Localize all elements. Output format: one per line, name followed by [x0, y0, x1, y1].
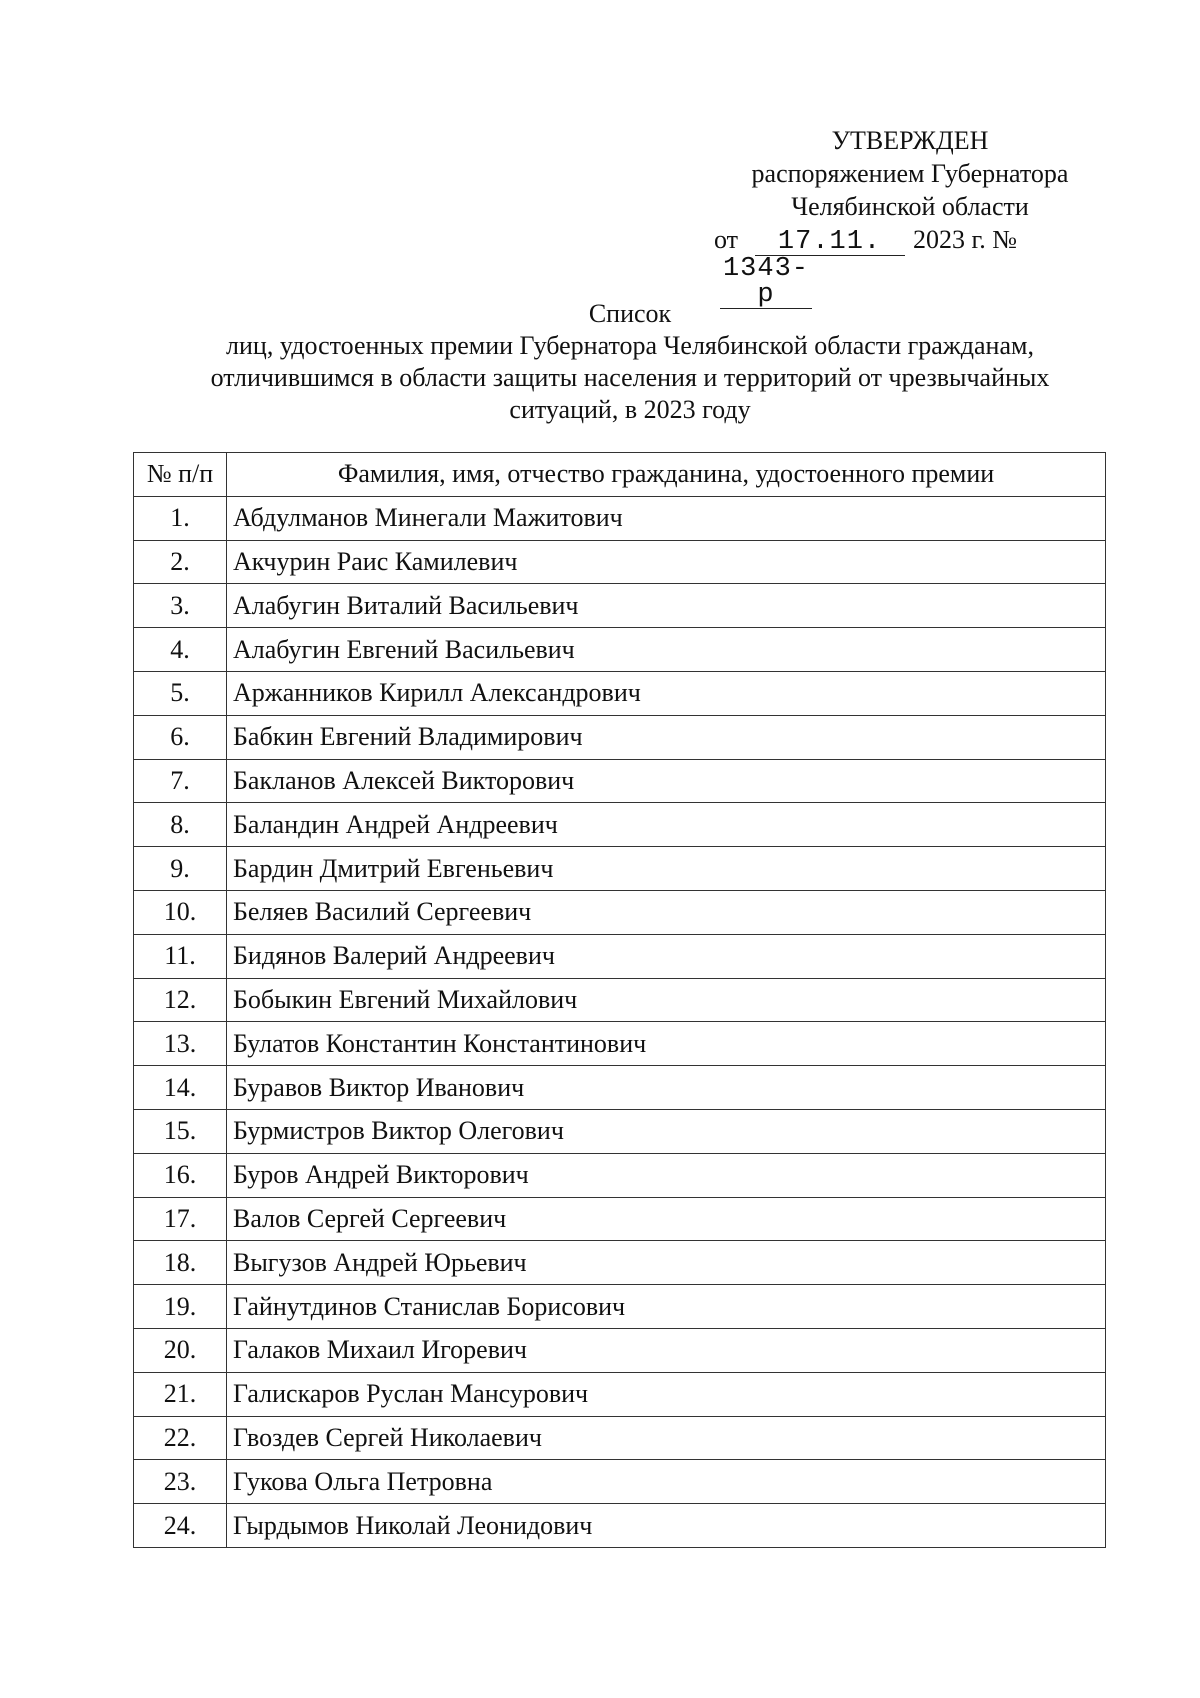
table-row — [134, 1416, 1106, 1460]
table-row — [134, 1109, 1106, 1153]
row-full-name: Алабугин Виталий Васильевич — [227, 584, 1106, 628]
row-number: 1. — [134, 496, 227, 540]
row-number: 3. — [134, 584, 227, 628]
row-number: 21. — [134, 1372, 227, 1416]
title-line-2: отличившимся в области защиты населения и территорий от чрезвычайных — [210, 363, 1050, 392]
row-number: 17. — [134, 1197, 227, 1241]
document-title — [140, 298, 1120, 426]
approval-authority: распоряжением Губернатора — [751, 159, 1069, 188]
header-number: № п/п — [134, 453, 227, 497]
row-full-name: Беляев Василий Сергеевич — [227, 890, 1106, 934]
row-full-name: Баландин Андрей Андреевич — [227, 803, 1106, 847]
date-year-label: 2023 г. № — [913, 225, 1018, 254]
row-full-name: Буров Андрей Викторович — [227, 1153, 1106, 1197]
row-full-name: Бакланов Алексей Викторович — [227, 759, 1106, 803]
table-row — [134, 1022, 1106, 1066]
title-line-3: ситуаций, в 2023 году — [509, 395, 751, 424]
row-full-name: Аржанников Кирилл Александрович — [227, 671, 1106, 715]
row-number: 6. — [134, 715, 227, 759]
approval-stamp — [700, 124, 1120, 309]
table-row — [134, 496, 1106, 540]
row-number: 10. — [134, 890, 227, 934]
table-row — [134, 1328, 1106, 1372]
row-number: 5. — [134, 671, 227, 715]
row-full-name: Булатов Константин Константинович — [227, 1022, 1106, 1066]
row-number: 13. — [134, 1022, 227, 1066]
table-row — [134, 1460, 1106, 1504]
table-row — [134, 934, 1106, 978]
row-number: 20. — [134, 1328, 227, 1372]
title-heading: Список — [588, 299, 672, 328]
row-number: 14. — [134, 1066, 227, 1110]
row-full-name: Галискаров Руслан Мансурович — [227, 1372, 1106, 1416]
row-number: 23. — [134, 1460, 227, 1504]
row-number: 12. — [134, 978, 227, 1022]
row-full-name: Валов Сергей Сергеевич — [227, 1197, 1106, 1241]
row-number: 11. — [134, 934, 227, 978]
row-full-name: Гайнутдинов Станислав Борисович — [227, 1285, 1106, 1329]
table-row — [134, 1241, 1106, 1285]
row-full-name: Гукова Ольга Петровна — [227, 1460, 1106, 1504]
table-row — [134, 1504, 1106, 1548]
table-row — [134, 715, 1106, 759]
table-row — [134, 584, 1106, 628]
table-header-row — [134, 453, 1106, 497]
row-number: 7. — [134, 759, 227, 803]
row-number: 4. — [134, 628, 227, 672]
row-full-name: Буравов Виктор Иванович — [227, 1066, 1106, 1110]
title-line-1: лиц, удостоенных премии Губернатора Челябинской области гражданам, — [226, 331, 1034, 360]
document-number: 1343-р — [720, 256, 812, 309]
table-row — [134, 1285, 1106, 1329]
row-full-name: Гырдымов Николай Леонидович — [227, 1504, 1106, 1548]
row-number: 24. — [134, 1504, 227, 1548]
row-full-name: Бобыкин Евгений Михайлович — [227, 978, 1106, 1022]
row-number: 8. — [134, 803, 227, 847]
date-prefix: от — [714, 225, 739, 254]
row-number: 15. — [134, 1109, 227, 1153]
table-row — [134, 1066, 1106, 1110]
approval-region: Челябинской области — [791, 192, 1029, 221]
row-full-name: Галаков Михаил Игоревич — [227, 1328, 1106, 1372]
row-full-name: Выгузов Андрей Юрьевич — [227, 1241, 1106, 1285]
table-row — [134, 847, 1106, 891]
row-full-name: Бабкин Евгений Владимирович — [227, 715, 1106, 759]
row-number: 19. — [134, 1285, 227, 1329]
table-row — [134, 759, 1106, 803]
table-row — [134, 978, 1106, 1022]
awardees-table — [133, 452, 1106, 1548]
row-number: 9. — [134, 847, 227, 891]
row-full-name: Бардин Дмитрий Евгеньевич — [227, 847, 1106, 891]
row-full-name: Акчурин Раис Камилевич — [227, 540, 1106, 584]
row-full-name: Алабугин Евгений Васильевич — [227, 628, 1106, 672]
table-row — [134, 890, 1106, 934]
approval-date-line — [700, 223, 1120, 309]
table-row — [134, 671, 1106, 715]
table-row — [134, 803, 1106, 847]
table-row — [134, 628, 1106, 672]
row-full-name: Бурмистров Виктор Олегович — [227, 1109, 1106, 1153]
row-number: 16. — [134, 1153, 227, 1197]
row-full-name: Абдулманов Минегали Мажитович — [227, 496, 1106, 540]
approval-date: 17.11. — [755, 229, 905, 256]
row-full-name: Бидянов Валерий Андреевич — [227, 934, 1106, 978]
table-row — [134, 540, 1106, 584]
header-full-name: Фамилия, имя, отчество гражданина, удостоенного премии — [227, 453, 1106, 497]
table-row — [134, 1197, 1106, 1241]
row-full-name: Гвоздев Сергей Николаевич — [227, 1416, 1106, 1460]
row-number: 18. — [134, 1241, 227, 1285]
row-number: 2. — [134, 540, 227, 584]
row-number: 22. — [134, 1416, 227, 1460]
table-row — [134, 1153, 1106, 1197]
approval-title: УТВЕРЖДЕН — [831, 126, 989, 155]
table-row — [134, 1372, 1106, 1416]
